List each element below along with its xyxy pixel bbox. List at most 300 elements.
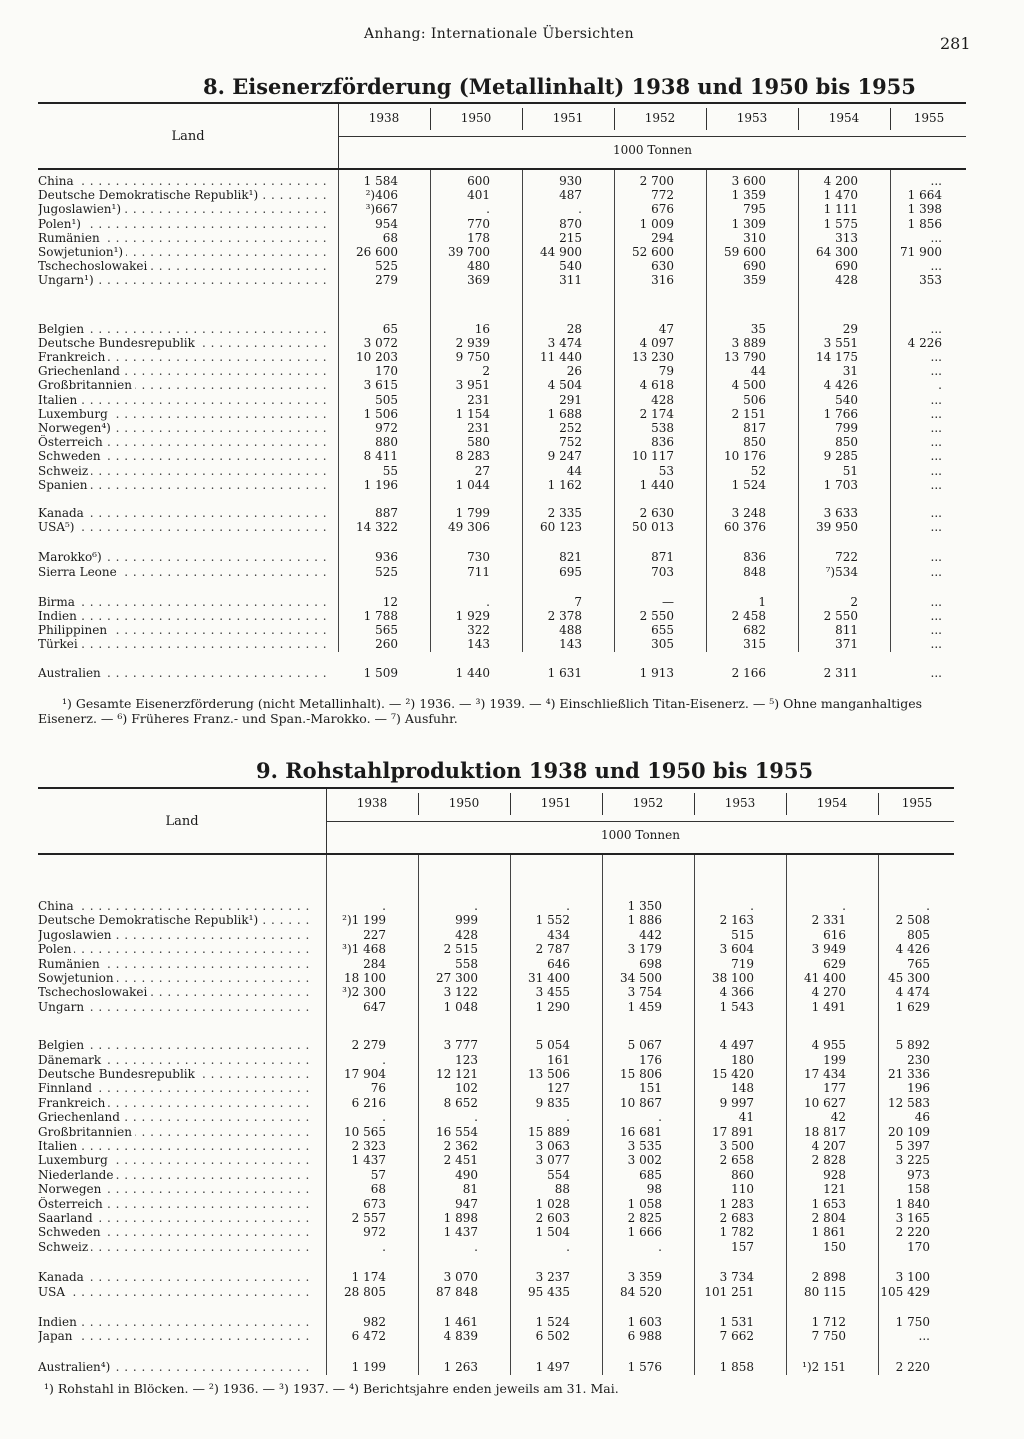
country-name: Italien (38, 1139, 80, 1153)
value-cell: 3 179 (627, 942, 662, 957)
year-separator (798, 108, 799, 130)
year-separator (602, 793, 603, 815)
country-name: Schweden (38, 1225, 104, 1239)
value-cell: 695 (559, 564, 582, 579)
country-name: Österreich (38, 435, 106, 449)
country-label (38, 595, 330, 610)
value-cell: 3 889 (731, 335, 766, 350)
value-cell: . (486, 202, 490, 217)
value-cell: 515 (731, 927, 754, 942)
country-name: Sowjetunion¹) (38, 245, 126, 259)
value-cell: 1 162 (547, 477, 582, 492)
value-cell: 558 (455, 956, 478, 971)
value-cell: . (486, 594, 490, 609)
value-cell: 629 (823, 956, 846, 971)
value-cell: 21 336 (888, 1067, 930, 1081)
value-cell: 27 (474, 463, 490, 478)
year-header: 1954 (828, 111, 860, 125)
table-row (38, 637, 966, 652)
value-cell: 2 515 (443, 942, 478, 957)
value-cell: 170 (907, 1239, 930, 1254)
table-row (38, 1096, 954, 1111)
value-cell: 28 (566, 321, 582, 336)
table-row (38, 1110, 954, 1125)
value-cell: 2 378 (547, 609, 582, 623)
value-cell: 3 165 (895, 1211, 930, 1225)
table-row (38, 378, 966, 393)
value-cell: 158 (907, 1182, 930, 1197)
country-label (38, 565, 330, 580)
value-cell: 799 (835, 421, 858, 435)
value-cell: 795 (743, 202, 766, 217)
value-cell: 60 376 (724, 520, 766, 535)
value-cell: 9 247 (547, 449, 582, 464)
value-cell: 4 955 (811, 1038, 846, 1053)
value-cell: 7 750 (811, 1329, 846, 1344)
table-row (38, 1168, 954, 1183)
value-cell: 673 (363, 1196, 386, 1211)
value-cell: 1 359 (731, 188, 766, 203)
value-cell: 10 627 (804, 1095, 846, 1110)
value-cell: ... (930, 421, 942, 435)
value-cell: 505 (375, 392, 398, 407)
value-cell: 4 426 (823, 378, 858, 393)
table-row (38, 1139, 954, 1154)
value-cell: 322 (467, 623, 490, 638)
value-cell: 6 988 (627, 1329, 662, 1344)
value-cell: 16 554 (436, 1124, 478, 1139)
value-cell: 1 629 (895, 999, 930, 1014)
country-label (38, 1360, 310, 1375)
year-header: 1951 (540, 796, 572, 810)
table-row (38, 1270, 954, 1285)
country-label (38, 435, 330, 450)
table-row (38, 322, 966, 337)
value-cell: 1 782 (719, 1225, 754, 1240)
value-cell: 554 (547, 1167, 570, 1182)
value-cell: 161 (547, 1052, 570, 1067)
value-cell: 157 (731, 1239, 754, 1254)
country-label (38, 520, 330, 535)
value-cell: ... (930, 174, 942, 188)
value-cell: 65 (382, 321, 398, 336)
table-row (38, 985, 954, 1000)
value-cell: 3 633 (823, 506, 858, 520)
value-cell: ... (930, 392, 942, 407)
value-cell: 2 550 (639, 609, 674, 623)
country-label (38, 336, 330, 351)
value-cell: 17 904 (344, 1067, 386, 1081)
value-cell: 1 009 (639, 216, 674, 231)
table-8-title: 8. Eisenerzförderung (Metallinhalt) 1938 und 1950 bis 1955 (203, 74, 916, 99)
value-cell: 148 (731, 1081, 754, 1096)
country-label (38, 1153, 310, 1168)
country-name: Tschechoslowakei (38, 985, 150, 999)
value-cell: 196 (907, 1081, 930, 1096)
value-cell: ... (930, 350, 942, 364)
year-separator (890, 108, 891, 130)
country-name: China (38, 899, 77, 913)
value-cell: 51 (842, 463, 858, 478)
value-cell: 2 151 (731, 406, 766, 421)
value-cell: 4 497 (719, 1038, 754, 1053)
country-label (38, 273, 330, 288)
country-label (38, 623, 330, 638)
value-cell: 1 524 (731, 477, 766, 492)
country-name: Frankreich (38, 1096, 108, 1110)
table-8-footnote: ¹) Gesamte Eisenerzförderung (nicht Metallinhalt). — ²) 1936. — ³) 1939. — ⁴) Einschließlich Titan-Eisenerz. — ⁵) Ohne manganhaltiges (62, 696, 923, 711)
table-row (38, 421, 966, 436)
country-name: Luxemburg (38, 407, 111, 421)
page-header (0, 24, 1024, 53)
value-cell: 401 (467, 188, 490, 203)
table-row (38, 550, 966, 565)
value-cell: 68 (382, 230, 398, 245)
value-cell: 836 (651, 435, 674, 450)
value-cell: 44 900 (540, 245, 582, 259)
value-cell: 110 (731, 1182, 754, 1197)
value-cell: 1 788 (363, 609, 398, 623)
country-label (38, 202, 330, 217)
country-label (38, 1038, 310, 1053)
table-row (38, 174, 966, 189)
country-label (38, 1197, 310, 1212)
value-cell: 3 072 (363, 335, 398, 350)
value-cell: 428 (651, 392, 674, 407)
value-cell: 752 (559, 435, 582, 450)
value-cell: 2 451 (443, 1153, 478, 1168)
country-name: Kanada (38, 1270, 87, 1284)
country-name: Deutsche Demokratische Republik¹) (38, 188, 261, 202)
country-name: Philippinen (38, 623, 110, 637)
country-name: Rumänien (38, 231, 103, 245)
value-cell: 685 (639, 1167, 662, 1182)
value-cell: 1 283 (719, 1196, 754, 1211)
table-row (38, 957, 954, 972)
country-name: Schweden (38, 449, 104, 463)
value-cell: 38 100 (712, 971, 754, 985)
country-name: Luxemburg (38, 1153, 111, 1167)
table-8-header (38, 104, 966, 170)
table-row (38, 623, 966, 638)
value-cell: 2 163 (719, 913, 754, 928)
year-header: 1954 (816, 796, 848, 810)
value-cell: 80 115 (804, 1284, 846, 1299)
value-cell: 101 251 (704, 1284, 754, 1299)
country-name: Sierra Leone (38, 565, 120, 579)
country-label (38, 364, 330, 379)
table-row (38, 1081, 954, 1096)
value-cell: 817 (743, 421, 766, 435)
value-cell: 3 122 (443, 985, 478, 1000)
value-cell: 1 497 (535, 1359, 570, 1374)
country-label (38, 217, 330, 232)
year-header: 1955 (913, 111, 945, 125)
value-cell: 359 (743, 273, 766, 288)
country-label (38, 899, 310, 914)
year-separator (430, 108, 431, 130)
value-cell: 1 799 (455, 506, 490, 520)
value-cell: 540 (835, 392, 858, 407)
value-cell: 1 111 (823, 202, 858, 217)
value-cell: 123 (455, 1052, 478, 1067)
value-cell: 1 552 (535, 913, 570, 928)
value-cell: 805 (907, 927, 930, 942)
table-row (38, 1360, 954, 1375)
value-cell: 2 323 (351, 1139, 386, 1153)
value-cell: 719 (731, 956, 754, 971)
value-cell: 98 (646, 1182, 662, 1197)
value-cell: 4 618 (639, 378, 674, 393)
country-label (38, 1139, 310, 1154)
value-cell: 294 (651, 230, 674, 245)
value-cell: 18 100 (344, 971, 386, 985)
country-label (38, 609, 330, 624)
value-cell: 353 (919, 273, 942, 288)
value-cell: 565 (375, 623, 398, 638)
value-cell: ¹)2 151 (802, 1359, 846, 1374)
value-cell: 1 576 (627, 1359, 662, 1374)
value-cell: ... (930, 463, 942, 478)
value-cell: . (382, 899, 386, 913)
value-cell: . (382, 1110, 386, 1125)
country-name: Schweiz (38, 1240, 91, 1254)
value-cell: 26 600 (356, 245, 398, 259)
country-name: Tschechoslowakei (38, 259, 150, 273)
value-cell: 3 002 (627, 1153, 662, 1168)
country-name: Österreich (38, 1197, 106, 1211)
value-cell: ... (930, 594, 942, 609)
value-cell: 68 (370, 1182, 386, 1197)
value-cell: ⁷)534 (825, 564, 858, 579)
value-cell: 305 (651, 637, 674, 652)
value-cell: 291 (559, 392, 582, 407)
value-cell: 1 504 (535, 1225, 570, 1240)
table-row (38, 478, 966, 493)
country-label (38, 1125, 310, 1140)
value-cell: 616 (823, 927, 846, 942)
value-cell: 57 (370, 1167, 386, 1182)
value-cell: 2 898 (811, 1270, 846, 1285)
value-cell: 428 (835, 273, 858, 288)
value-cell: 2 (482, 364, 490, 379)
value-cell: 580 (467, 435, 490, 450)
country-name: Japan (38, 1329, 76, 1343)
value-cell: 199 (823, 1052, 846, 1067)
value-cell: 480 (467, 259, 490, 274)
value-cell: 3 754 (627, 985, 662, 1000)
value-cell: 315 (743, 637, 766, 652)
value-cell: ... (918, 1329, 930, 1344)
value-cell: 20 109 (888, 1124, 930, 1139)
value-cell: 836 (743, 550, 766, 565)
value-cell: 2 (850, 594, 858, 609)
value-cell: 1 048 (443, 999, 478, 1014)
value-cell: 1 044 (455, 477, 490, 492)
country-name: Schweiz (38, 464, 91, 478)
value-cell: 13 790 (724, 350, 766, 364)
value-cell: 4 270 (811, 985, 846, 1000)
country-label (38, 449, 330, 464)
value-cell: 2 508 (895, 913, 930, 928)
value-cell: ... (930, 321, 942, 336)
value-cell: 1 750 (895, 1315, 930, 1329)
value-cell: 770 (467, 216, 490, 231)
value-cell: 3 949 (811, 942, 846, 957)
table-row (38, 1153, 954, 1168)
value-cell: 1 929 (455, 609, 490, 623)
value-cell: 52 600 (632, 245, 674, 259)
country-label (38, 1110, 310, 1125)
value-cell: 880 (375, 435, 398, 450)
value-cell: ... (930, 550, 942, 565)
value-cell: 930 (559, 174, 582, 188)
value-cell: 3 070 (443, 1270, 478, 1285)
country-label (38, 350, 330, 365)
country-name: Deutsche Demokratische Republik¹) (38, 913, 261, 927)
value-cell: 1 664 (907, 188, 942, 203)
country-name: Polen (38, 942, 74, 956)
value-cell: 860 (731, 1167, 754, 1182)
table-row (38, 928, 954, 943)
value-cell: 76 (370, 1081, 386, 1096)
year-header: 1952 (644, 111, 676, 125)
value-cell: ²)406 (365, 188, 398, 203)
value-cell: 12 583 (888, 1095, 930, 1110)
country-name: USA (38, 1285, 68, 1299)
value-cell: 646 (547, 956, 570, 971)
country-name: Australien (38, 666, 104, 680)
table-row (38, 188, 966, 203)
value-cell: 647 (363, 999, 386, 1014)
value-cell: 27 300 (436, 971, 478, 985)
value-cell: 4 097 (639, 335, 674, 350)
value-cell: 15 420 (712, 1067, 754, 1081)
value-cell: 9 835 (535, 1095, 570, 1110)
year-separator (786, 793, 787, 815)
table-row (38, 595, 966, 610)
value-cell: ³)667 (365, 202, 398, 217)
country-label (38, 506, 330, 521)
value-cell: 4 226 (907, 335, 942, 350)
value-cell: 698 (639, 956, 662, 971)
value-cell: 1 861 (811, 1225, 846, 1240)
value-cell: . (578, 202, 582, 217)
value-cell: 703 (651, 564, 674, 579)
value-cell: ... (930, 623, 942, 638)
value-cell: 28 805 (344, 1284, 386, 1299)
year-header: 1950 (448, 796, 480, 810)
value-cell: 39 700 (448, 245, 490, 259)
value-cell: 2 603 (535, 1211, 570, 1225)
country-label (38, 928, 310, 943)
country-label (38, 971, 310, 986)
country-name: Polen¹) (38, 217, 84, 231)
value-cell: 3 225 (895, 1153, 930, 1168)
value-cell: 41 (738, 1110, 754, 1125)
value-cell: ³)2 300 (342, 985, 386, 1000)
value-cell: 17 891 (712, 1124, 754, 1139)
value-cell: 1 584 (363, 174, 398, 188)
value-cell: 15 806 (620, 1067, 662, 1081)
value-cell: 1 028 (535, 1196, 570, 1211)
value-cell: 1 898 (443, 1211, 478, 1225)
value-cell: 231 (467, 421, 490, 435)
value-cell: 972 (363, 1225, 386, 1240)
year-header: 1938 (368, 111, 400, 125)
value-cell: . (382, 1052, 386, 1067)
country-label (38, 1285, 310, 1300)
table-row (38, 1329, 954, 1344)
value-cell: 121 (823, 1182, 846, 1197)
table-9-title: 9. Rohstahlproduktion 1938 und 1950 bis 1955 (256, 758, 814, 783)
value-cell: 682 (743, 623, 766, 638)
country-label (38, 985, 310, 1000)
value-cell: 690 (835, 259, 858, 274)
country-label (38, 1096, 310, 1111)
value-cell: 5 397 (895, 1139, 930, 1153)
value-cell: 490 (455, 1167, 478, 1182)
value-cell: 1 603 (627, 1315, 662, 1329)
value-cell: ... (930, 506, 942, 520)
value-cell: 2 311 (823, 665, 858, 680)
country-label (38, 1211, 310, 1226)
table-row (38, 350, 966, 365)
value-cell: 1 712 (811, 1315, 846, 1329)
table-row (38, 407, 966, 422)
value-cell: 2 557 (351, 1211, 386, 1225)
value-cell: 2 166 (731, 665, 766, 680)
table-row (38, 1182, 954, 1197)
value-cell: 13 506 (528, 1067, 570, 1081)
value-cell: 178 (467, 230, 490, 245)
country-label (38, 188, 330, 203)
page-number: 281 (940, 34, 971, 53)
table-9-footnote: ¹) Rohstahl in Blöcken. — ²) 1936. — ³) 1937. — ⁴) Berichtsjahre enden jeweils am 31. Mai. (44, 1381, 619, 1396)
value-cell: 227 (363, 927, 386, 942)
value-cell: 488 (559, 623, 582, 638)
table-row (38, 259, 966, 274)
value-cell: 1 766 (823, 406, 858, 421)
year-separator (694, 793, 695, 815)
table-row (38, 393, 966, 408)
table-9-header (38, 789, 954, 855)
value-cell: 772 (651, 188, 674, 203)
value-cell: ... (930, 449, 942, 464)
value-cell: 936 (375, 550, 398, 565)
value-cell: 79 (658, 364, 674, 379)
value-cell: 1 440 (455, 665, 490, 680)
value-cell: 16 681 (620, 1124, 662, 1139)
value-cell: 1 653 (811, 1196, 846, 1211)
value-cell: 87 848 (436, 1284, 478, 1299)
value-cell: 5 892 (895, 1038, 930, 1053)
value-cell: 60 123 (540, 520, 582, 535)
value-cell: ... (930, 520, 942, 535)
value-cell: 15 889 (528, 1124, 570, 1139)
table-row (38, 1067, 954, 1082)
value-cell: 848 (743, 564, 766, 579)
value-cell: 88 (554, 1182, 570, 1197)
country-name: Großbritannien (38, 378, 135, 392)
value-cell: 3 600 (731, 174, 766, 188)
country-label (38, 913, 310, 928)
value-cell: 538 (651, 421, 674, 435)
value-cell: 143 (559, 637, 582, 652)
country-name: Jugoslawien¹) (38, 202, 124, 216)
value-cell: 84 520 (620, 1284, 662, 1299)
value-cell: 44 (750, 364, 766, 379)
